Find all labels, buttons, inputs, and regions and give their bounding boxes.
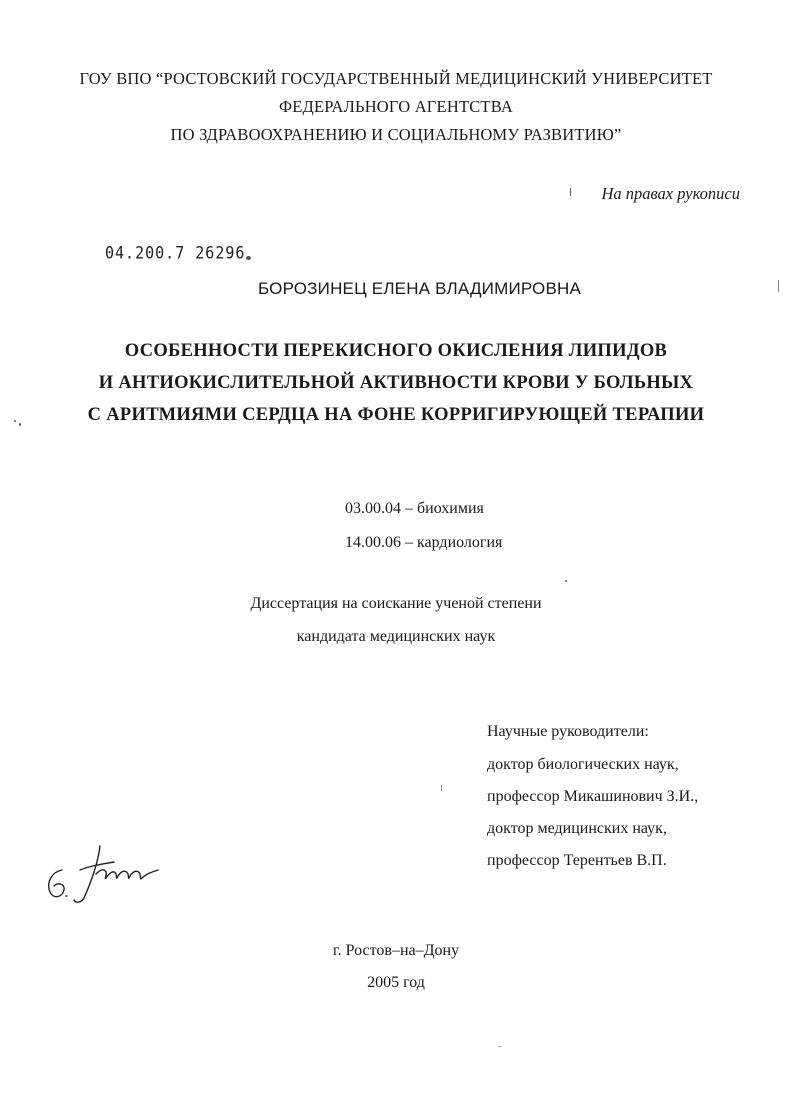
title-line-3: С АРИТМИЯМИ СЕРДЦА НА ФОНЕ КОРРИГИРУЮЩЕЙ ТЕРАПИИ bbox=[87, 405, 705, 425]
scan-speck bbox=[778, 280, 779, 292]
rights-note: На правах рукописи bbox=[601, 184, 740, 203]
supervisor-line-1: доктор биологических наук, bbox=[487, 756, 679, 773]
scan-speck bbox=[14, 420, 16, 422]
institution-line-3: ПО ЗДРАВООХРАНЕНИЮ И СОЦИАЛЬНОМУ РАЗВИТИЮ” bbox=[170, 125, 622, 144]
author-name: БОРОЗИНЕЦ ЕЛЕНА ВЛАДИМИРОВНА bbox=[258, 279, 582, 298]
title-line-1: ОСОБЕННОСТИ ПЕРЕКИСНОГО ОКИСЛЕНИЯ ЛИПИДОВ bbox=[124, 341, 668, 361]
supervisor-line-4: профессор Терентьев В.П. bbox=[487, 852, 667, 869]
scan-speck bbox=[19, 423, 21, 426]
degree-line-2: кандидата медицинских наук bbox=[296, 628, 496, 645]
city: г. Ростов–на–Дону bbox=[332, 942, 460, 959]
supervisor-line-2: профессор Микашинович З.И., bbox=[487, 788, 699, 805]
institution-line-1: ГОУ ВПО “РОСТОВСКИЙ ГОСУДАРСТВЕННЫЙ МЕДИЦИНСКИЙ УНИВЕРСИТЕТ bbox=[79, 69, 713, 88]
specialty-cardiology: 14.00.06 – кардиология bbox=[345, 534, 503, 551]
registration-number: 04.200.7 26296 bbox=[105, 242, 246, 264]
handwritten-signature-icon bbox=[40, 840, 170, 910]
degree-line-1: Диссертация на соискание ученой степени bbox=[250, 595, 542, 612]
supervisors-heading: Научные руководители: bbox=[487, 723, 649, 740]
scan-speck bbox=[498, 1046, 501, 1047]
title-line-2: И АНТИОКИСЛИТЕЛЬНОЙ АКТИВНОСТИ КРОВИ У БОЛЬНЫХ bbox=[98, 373, 694, 393]
institution-line-2: ФЕДЕРАЛЬНОГО АГЕНТСТВА bbox=[279, 97, 513, 116]
scan-speck bbox=[246, 256, 251, 260]
year: 2005 год bbox=[367, 974, 425, 991]
scan-speck bbox=[570, 188, 571, 196]
supervisor-line-3: доктор медицинских наук, bbox=[487, 820, 667, 837]
scan-speck bbox=[565, 580, 567, 582]
scan-speck bbox=[441, 785, 442, 791]
specialty-biochemistry: 03.00.04 – биохимия bbox=[345, 500, 484, 517]
